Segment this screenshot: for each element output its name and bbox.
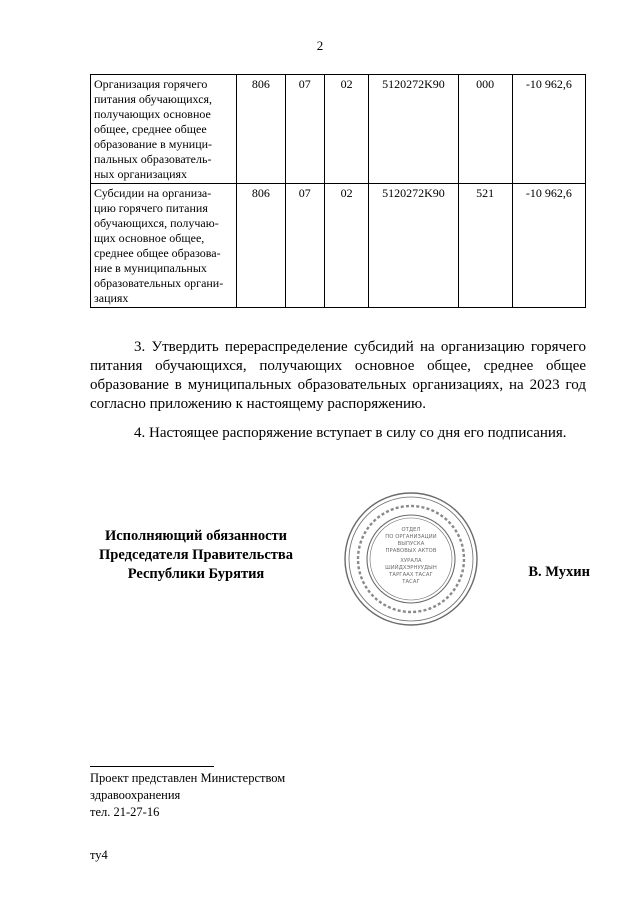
name-line: зациях [94,291,129,305]
name-line: щих основное общее, [94,231,205,245]
row-1-ministry-code: 806 [237,75,286,184]
seal-text: ТАРГААХ ТАСАГ [389,572,433,578]
name-line: образование в муници- [94,137,213,151]
seal-text: ШИЙДХЭРНУУДЫН [385,565,437,571]
name-line: получающих основное [94,107,211,121]
row-1-subsection-code: 02 [324,75,369,184]
seal-text: ПО ОРГАНИЗАЦИИ [385,534,437,540]
name-line: ние в муниципальных [94,261,207,275]
row-1-target-code: 5120272K90 [369,75,458,184]
row-2-amount: -10 962,6 [512,184,585,308]
budget-table [90,74,586,308]
name-line: ных организациях [94,167,188,181]
name-line: цию горячего питания [94,201,208,215]
signatory-position [86,527,306,584]
page-number: 2 [316,38,324,53]
name-line: Организация горячего [94,77,208,91]
name-line: образовательных органи- [94,276,224,290]
name-line: обучающихся, получаю- [94,216,219,230]
name-line: среднее общее образова- [94,246,221,260]
footnote-line: здравоохранения [90,788,181,802]
paragraph-3: 3. Утвердить перераспределение субсидий на организацию горячего питания обучающихся, получающих основное общее, среднее общее образование в муниципальных образовательных организациях, на 2023 год согласно приложению к настоящему распоряжению. [90,339,586,412]
table-row [91,184,586,308]
row-1-expense-type: 000 [458,75,512,184]
footnote [90,770,350,821]
row-2-name [91,184,237,308]
seal-text: ВЫПУСКА [397,541,425,547]
row-2-ministry-code: 806 [237,184,286,308]
seal-text: ТАСАГ [402,579,420,585]
name-line: пальных образователь- [94,152,212,166]
footnote-line: тел. 21-27-16 [90,805,160,819]
position-line: Председателя Правительства [99,547,293,563]
row-2-section-code: 07 [285,184,324,308]
table-row [91,75,586,184]
row-1-name [91,75,237,184]
row-2-target-code: 5120272K90 [369,184,458,308]
position-line: Республики Бурятия [127,566,265,582]
official-seal-stamp [342,490,480,628]
row-2-subsection-code: 02 [324,184,369,308]
name-line: питания обучающихся, [94,92,213,106]
seal-text: ХУРАЛА [400,558,422,564]
position-line: Исполняющий обязанности [104,528,288,544]
name-line: Субсидии на организа- [94,186,212,200]
seal-text: ПРАВОВЫХ АКТОВ [385,548,437,554]
footnote-line: Проект представлен Министерством [90,771,286,785]
row-1-amount: -10 962,6 [512,75,585,184]
document-code: ту4 [90,848,108,862]
seal-text: ОТДЕЛ [401,527,421,533]
paragraph-4: 4. Настоящее распоряжение вступает в силу со дня его подписания. [134,425,567,441]
row-1-section-code: 07 [285,75,324,184]
footnote-divider [90,766,214,767]
name-line: общее, среднее общее [94,122,207,136]
signatory-name: В. Мухин [528,564,590,580]
row-2-expense-type: 521 [458,184,512,308]
